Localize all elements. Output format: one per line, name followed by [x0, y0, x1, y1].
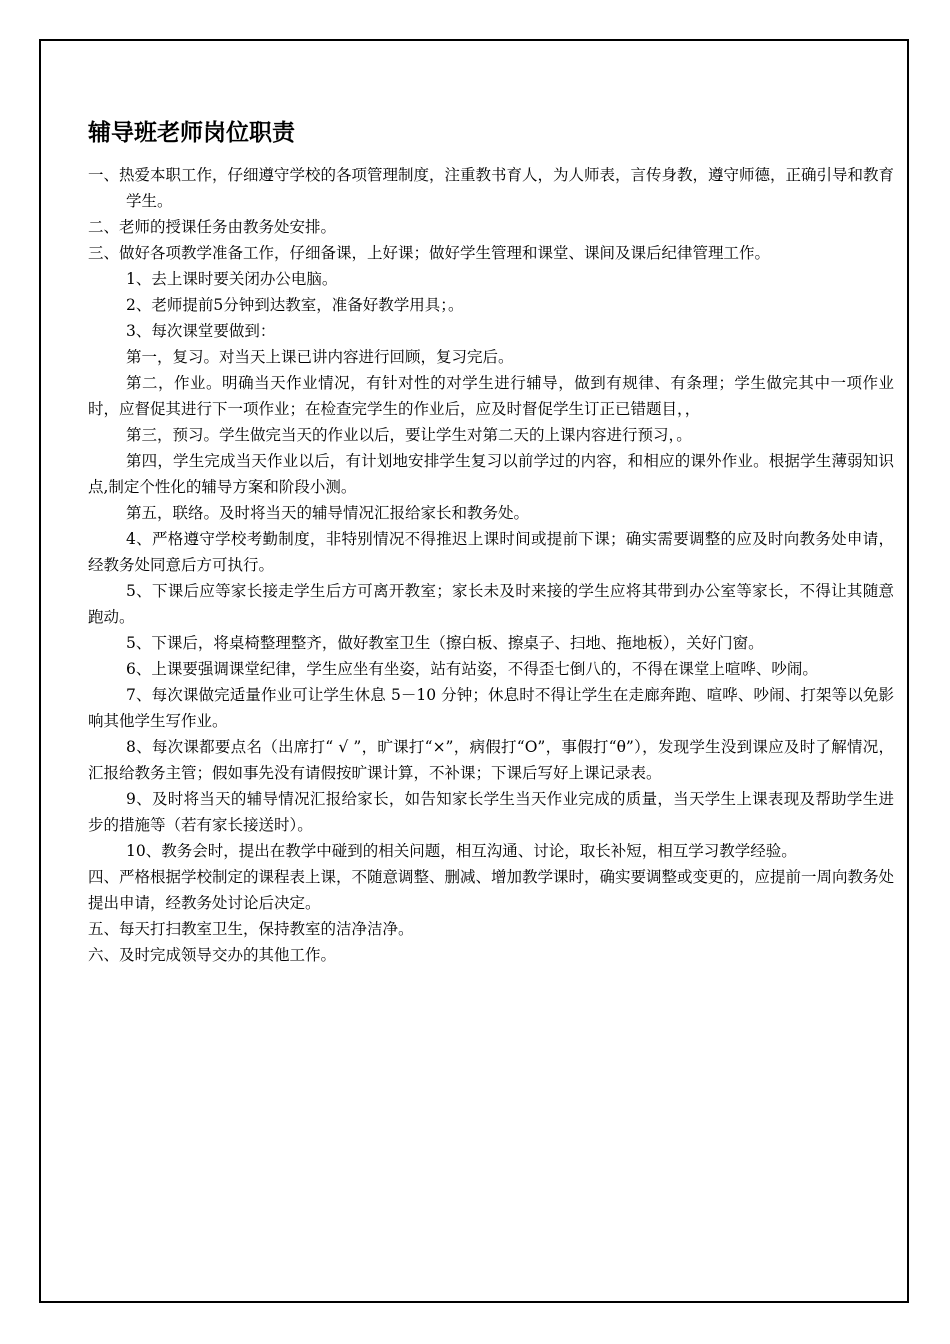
section-1: 一、热爱本职工作，仔细遵守学校的各项管理制度，注重教书育人，为人师表，言传身教，遵守师德，正确引导和教育学生。 [88, 166, 895, 210]
item-5b: 5、下课后，将桌椅整理整齐，做好教室卫生（擦白板、擦桌子、扫地、拖地板），关好门窗。 [126, 634, 764, 652]
item-7: 7、每次课做完适量作业可让学生休息 5－10 分钟；休息时不得让学生在走廊奔跑、喧哗、吵闹、打架等以免影响其他学生写作业。 [88, 686, 894, 730]
item-6: 6、上课要强调课堂纪律，学生应坐有坐姿，站有站姿，不得歪七倒八的，不得在课堂上喧哗、吵闹。 [126, 660, 818, 678]
section-5: 五、每天打扫教室卫生，保持教室的洁净洁净。 [88, 920, 414, 938]
step-contact: 第五，联络。及时将当天的辅导情况汇报给家长和教务处。 [126, 504, 530, 522]
item-10: 10、教务会时，提出在教学中碰到的相关问题，相互沟通、讨论，取长补短，相互学习教学经验。 [126, 842, 797, 860]
document-body [88, 118, 894, 968]
item-1: 1、去上课时要关闭办公电脑。 [126, 270, 338, 288]
document-title: 辅导班老师岗位职责 [88, 119, 295, 146]
section-6: 六、及时完成领导交办的其他工作。 [88, 946, 337, 964]
item-3: 3、每次课堂要做到： [126, 322, 276, 340]
item-8: 8、每次课都要点名（出席打“ √ ”，旷课打“×”，病假打“O”，事假打“θ”），发现学生没到课应及时了解情况，汇报给教务主管；假如事先没有请假按旷课计算，不补课；下课后写好上课记录表。 [88, 738, 894, 782]
step-homework: 第二，作业。明确当天作业情况，有针对性的对学生进行辅导，做到有规律、有条理；学生做完其中一项作业时，应督促其进行下一项作业；在检查完学生的作业后，应及时督促学生订正已错题目，， [88, 374, 894, 418]
section-4: 四、严格根据学校制定的课程表上课，不随意调整、删减、增加教学课时，确实要调整或变更的，应提前一周向教务处提出申请，经教务处讨论后决定。 [88, 868, 895, 912]
item-9: 9、及时将当天的辅导情况汇报给家长，如告知家长学生当天作业完成的质量，当天学生上课表现及帮助学生进步的措施等（若有家长接送时）。 [88, 790, 894, 834]
item-4: 4、严格遵守学校考勤制度，非特别情况不得推迟上课时间或提前下课；确实需要调整的应及时向教务处申请，经教务处同意后方可执行。 [88, 530, 894, 574]
step-revision: 第四，学生完成当天作业以后，有计划地安排学生复习以前学过的内容，和相应的课外作业。根据学生薄弱知识点,制定个性化的辅导方案和阶段小测。 [88, 452, 894, 496]
item-2: 2、老师提前5分钟到达教室，准备好教学用具；。 [126, 296, 464, 314]
section-2: 二、老师的授课任务由教务处安排。 [88, 218, 337, 236]
step-preview: 第三，预习。学生做完当天的作业以后，要让学生对第二天的上课内容进行预习，。 [126, 426, 692, 444]
step-review: 第一，复习。对当天上课已讲内容进行回顾，复习完后。 [126, 348, 514, 366]
item-5a: 5、下课后应等家长接走学生后方可离开教室；家长未及时来接的学生应将其带到办公室等家长，不得让其随意跑动。 [88, 582, 894, 626]
section-3: 三、做好各项教学准备工作，仔细备课，上好课；做好学生管理和课堂、课间及课后纪律管理工作。 [88, 244, 771, 262]
